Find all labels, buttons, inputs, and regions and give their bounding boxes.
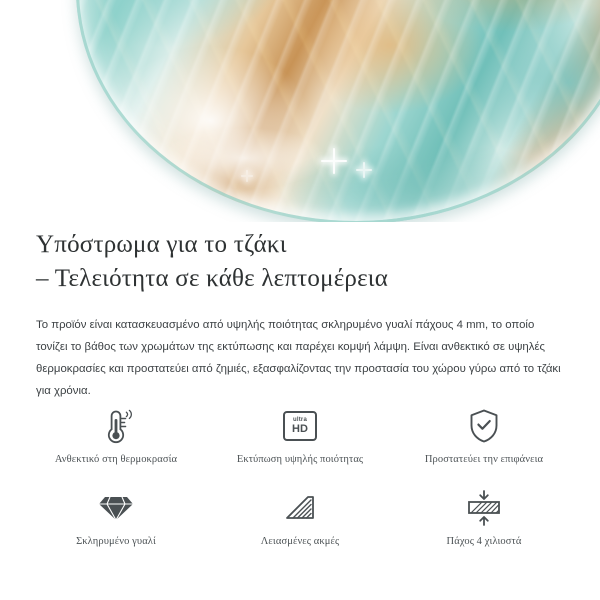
page-title-line-2: – Τελειότητα σε κάθε λεπτομέρεια xyxy=(36,264,389,292)
feature-item-thickness xyxy=(392,486,576,558)
feature-grid xyxy=(0,404,600,558)
ultra-hd-icon xyxy=(283,404,317,448)
thermometer-icon xyxy=(99,404,133,448)
badge-main-text: HD xyxy=(292,423,308,435)
feature-label: Λειασμένες ακμές xyxy=(260,536,340,547)
shield-check-icon xyxy=(467,404,501,448)
page-title xyxy=(36,228,564,296)
diamond-icon xyxy=(97,486,135,530)
feature-label: Ανθεκτικό στη θερμοκρασία xyxy=(54,454,178,465)
feature-label: Πάχος 4 χιλιοστά xyxy=(446,536,522,547)
feature-label: Προστατεύει την επιφάνεια xyxy=(424,454,544,465)
feature-item-tempered-glass xyxy=(24,486,208,558)
feature-label: Εκτύπωση υψηλής ποιότητας xyxy=(236,454,364,465)
hero-image xyxy=(0,0,600,222)
polished-edges-icon xyxy=(281,486,319,530)
feature-item-surface-protection xyxy=(392,404,576,476)
glass-disc-graphic xyxy=(76,0,600,222)
feature-item-print-quality xyxy=(208,404,392,476)
body-paragraph: Το προϊόν είναι κατασκευασμένο από υψηλής ποιότητας σκληρυμένο γυαλί πάχους 4 mm, το οποίο τονίζει το βάθος των χρωμάτων της εκτύπωσης και παρέχει κομψή λάμψη. Είναι ανθεκτικό σε υψηλές θερμοκρασίες και προστατεύει από ζημιές, εξασφαλίζοντας την προστασία του χώρου γύρω από το τζάκι για χρόνια. xyxy=(36,318,561,398)
page-title-line-1: Υπόστρωμα για το τζάκι xyxy=(36,231,287,258)
feature-item-polished-edges xyxy=(208,486,392,558)
text-content xyxy=(0,228,600,402)
thickness-arrows-icon xyxy=(465,486,503,530)
feature-item-heat-resistant xyxy=(24,404,208,476)
badge-top-text: ultra xyxy=(292,417,307,423)
feature-label: Σκληρυμένο γυαλί xyxy=(76,536,156,547)
